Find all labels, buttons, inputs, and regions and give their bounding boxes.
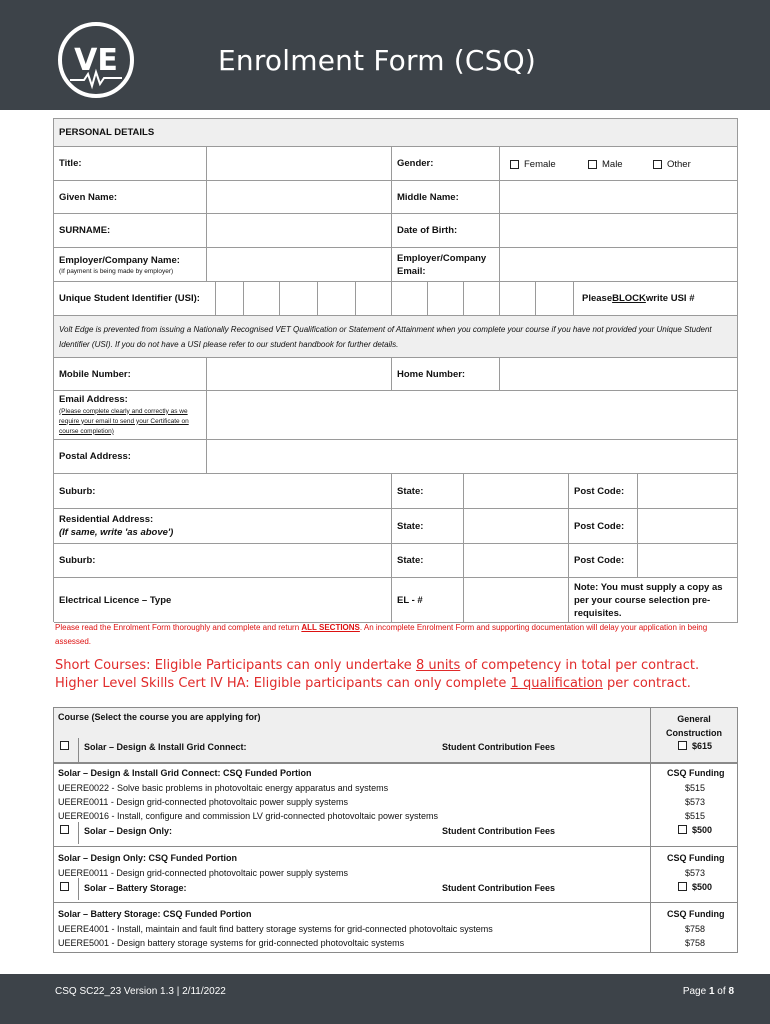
checkbox-column-divider — [78, 738, 79, 763]
checkbox-icon[interactable] — [588, 160, 597, 169]
postal-postcode-input[interactable] — [638, 474, 738, 509]
checkbox-icon[interactable] — [60, 882, 69, 891]
residential-suburb-postcode-input[interactable] — [638, 544, 738, 578]
checkbox-icon[interactable] — [510, 160, 519, 169]
unit-amount: $515 — [685, 811, 706, 821]
unit-line: UEERE0022 - Solve basic problems in photovoltaic energy apparatus and systems — [58, 783, 389, 793]
mobile-input[interactable] — [207, 358, 392, 391]
usi-box-9[interactable] — [500, 282, 536, 316]
course-fee[interactable]: $500 — [678, 825, 712, 835]
checkbox-icon[interactable] — [60, 825, 69, 834]
gender-male[interactable]: Male — [588, 159, 623, 170]
incomplete-form-notice: Please read the Enrolment Form thoroughly and complete and return ALL SECTIONS. An incomplete Enrolment Form and supporting documentation will delay your application in being assessed. — [55, 623, 708, 646]
usi-box-4[interactable] — [318, 282, 356, 316]
postal-label: Postal Address: — [54, 440, 207, 474]
page-number: Page 1 of 8 — [682, 986, 734, 997]
page-title: Enrolment Form (CSQ) — [218, 44, 537, 77]
eligibility-rule-cert-iv: Higher Level Skills Cert IV HA: Eligible participants can only complete 1 qualification per contract. — [55, 676, 691, 691]
course-name: Solar – Battery Storage: — [84, 883, 187, 893]
svg-text:VE: VE — [74, 43, 118, 78]
page-header — [0, 0, 770, 110]
title-label: Title: — [54, 147, 207, 181]
gender-options — [500, 147, 738, 181]
checkbox-icon[interactable] — [60, 741, 69, 750]
surname-label: SURNAME: — [54, 214, 207, 248]
postal-postcode-label: Post Code: — [569, 474, 638, 509]
usi-box-8[interactable] — [464, 282, 500, 316]
course-header-label: Course (Select the course you are applying for) — [58, 712, 261, 722]
unit-amount: $758 — [685, 938, 706, 948]
email-label: Email Address: (Please complete clearly and correctly as we require your email to send your Certificate on course completion) — [54, 391, 207, 440]
elec-licence-label: Electrical Licence – Type — [54, 578, 392, 623]
el-number-label: EL - # — [392, 578, 464, 623]
course-name: Solar – Design Only: — [84, 826, 173, 836]
unit-amount: $573 — [685, 868, 706, 878]
middle-name-label: Middle Name: — [392, 181, 500, 214]
title-input[interactable] — [207, 147, 392, 181]
residential-postcode-input[interactable] — [638, 509, 738, 544]
version-info: CSQ SC22_23 Version 1.3 | 2/11/2022 — [55, 986, 226, 997]
course-selection-table — [53, 707, 738, 953]
postal-input[interactable] — [207, 440, 738, 474]
checkbox-icon[interactable] — [678, 882, 687, 891]
gender-other[interactable]: Other — [653, 159, 691, 170]
fees-label: Student Contribution Fees — [442, 742, 555, 752]
unit-line: UEERE5001 - Design battery storage systems for grid-connected photovoltaic systems — [58, 938, 405, 948]
fees-label: Student Contribution Fees — [442, 826, 555, 836]
postal-suburb-label: Suburb: — [54, 474, 392, 509]
residential-suburb-label: Suburb: — [54, 544, 392, 578]
employer-email-input[interactable] — [500, 248, 738, 282]
course-fee[interactable]: $615 — [678, 741, 712, 751]
general-construction-header: General Construction — [666, 714, 722, 738]
middle-name-input[interactable] — [500, 181, 738, 214]
checkbox-icon[interactable] — [678, 825, 687, 834]
mobile-label: Mobile Number: — [54, 358, 207, 391]
unit-line: UEERE0011 - Design grid-connected photovoltaic power supply systems — [58, 868, 348, 878]
given-name-input[interactable] — [207, 181, 392, 214]
course-option-design-only[interactable] — [60, 825, 74, 835]
dob-label: Date of Birth: — [392, 214, 500, 248]
section-title: PERSONAL DETAILS — [54, 119, 738, 147]
email-input[interactable] — [207, 391, 738, 440]
home-label: Home Number: — [392, 358, 500, 391]
employer-email-label: Employer/Company Email: — [392, 248, 500, 282]
usi-label: Unique Student Identifier (USI): — [54, 282, 216, 316]
given-name-label: Given Name: — [54, 181, 207, 214]
usi-box-6[interactable] — [392, 282, 428, 316]
residential-suburb-state-input[interactable] — [464, 544, 569, 578]
residential-suburb-postcode-label: Post Code: — [569, 544, 638, 578]
funded-portion-title: Solar – Design Only: CSQ Funded Portion — [58, 853, 238, 863]
column-divider — [650, 708, 651, 952]
course-name: Solar – Design & Install Grid Connect: — [84, 742, 247, 752]
checkbox-icon[interactable] — [678, 741, 687, 750]
page-footer — [0, 974, 770, 1024]
funding-label: CSQ Funding — [667, 909, 725, 919]
usi-box-3[interactable] — [280, 282, 318, 316]
usi-box-10[interactable] — [536, 282, 574, 316]
unit-line: UEERE0011 - Design grid-connected photovoltaic power supply systems — [58, 797, 348, 807]
usi-box-1[interactable] — [216, 282, 244, 316]
dob-input[interactable] — [500, 214, 738, 248]
unit-line: UEERE4001 - Install, maintain and fault find battery storage systems for grid-connected photovoltaic systems — [58, 924, 493, 934]
course-option-design-install[interactable] — [60, 741, 74, 751]
volt-edge-logo — [50, 20, 142, 100]
postal-state-label: State: — [392, 474, 464, 509]
unit-amount: $515 — [685, 783, 706, 793]
gender-female[interactable]: Female — [510, 159, 556, 170]
personal-details-form — [53, 118, 738, 622]
el-number-input[interactable] — [464, 578, 569, 623]
unit-line: UEERE0016 - Install, configure and commission LV grid-connected photovoltaic power systems — [58, 811, 439, 821]
course-option-battery[interactable] — [60, 882, 74, 892]
usi-note: Please BLOCK write USI # — [574, 282, 738, 316]
funded-portion-title: Solar – Battery Storage: CSQ Funded Portion — [58, 909, 252, 919]
elec-licence-note: Note: You must supply a copy as per your course selection pre-requisites. — [569, 578, 738, 623]
residential-state-label: State: — [392, 509, 464, 544]
employer-input[interactable] — [207, 248, 392, 282]
residential-postcode-label: Post Code: — [569, 509, 638, 544]
employer-label: Employer/Company Name: (If payment is being made by employer) — [54, 248, 207, 282]
checkbox-icon[interactable] — [653, 160, 662, 169]
gender-label: Gender: — [392, 147, 500, 181]
unit-amount: $573 — [685, 797, 706, 807]
course-fee[interactable]: $500 — [678, 882, 712, 892]
surname-input[interactable] — [207, 214, 392, 248]
funding-label: CSQ Funding — [667, 768, 725, 778]
unit-amount: $758 — [685, 924, 706, 934]
fees-label: Student Contribution Fees — [442, 883, 555, 893]
funded-portion-title: Solar – Design & Install Grid Connect: CSQ Funded Portion — [58, 768, 312, 778]
residential-suburb-state-label: State: — [392, 544, 464, 578]
postal-state-input[interactable] — [464, 474, 569, 509]
usi-box-5[interactable] — [356, 282, 392, 316]
usi-box-7[interactable] — [428, 282, 464, 316]
course-table-header — [54, 708, 737, 763]
residential-label: Residential Address: (If same, write 'as above') — [54, 509, 392, 544]
home-input[interactable] — [500, 358, 738, 391]
usi-disclaimer: Volt Edge is prevented from issuing a Nationally Recognised VET Qualification or Statement of Attainment when you complete your course if you have not provided your Unique Student Identifier (USI). If you do not have a USI please refer to our student handbook for further details. — [54, 316, 738, 358]
usi-box-2[interactable] — [244, 282, 280, 316]
funding-label: CSQ Funding — [667, 853, 725, 863]
residential-state-input[interactable] — [464, 509, 569, 544]
eligibility-rule-short-courses: Short Courses: Eligible Participants can only undertake 8 units of competency in total per contract. — [55, 658, 700, 673]
